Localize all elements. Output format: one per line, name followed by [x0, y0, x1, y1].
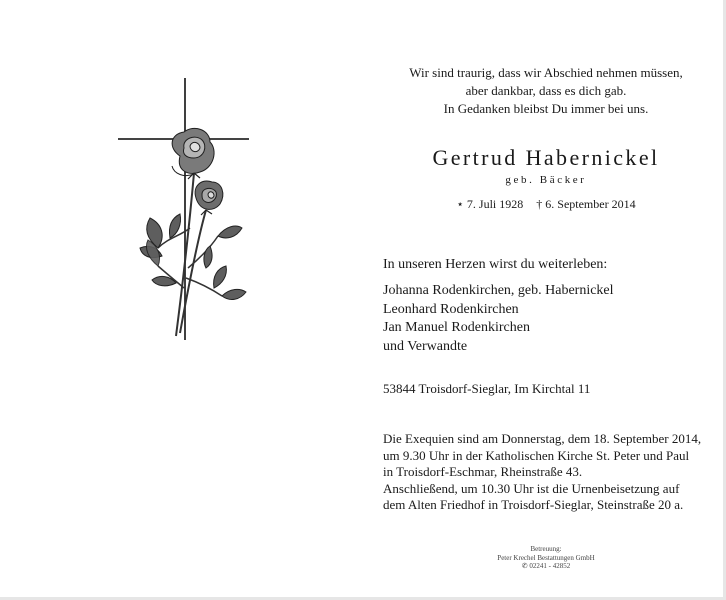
undertaker-info — [372, 545, 720, 571]
undertaker-phone: ✆ 02241 - 42852 — [521, 562, 571, 570]
service-line: Die Exequien sind am Donnerstag, dem 18. September 2014, — [383, 431, 702, 446]
remembrance-line: In unseren Herzen wirst du weiterleben: — [383, 257, 608, 272]
undertaker-name: Peter Krechel Bestattungen GmbH — [497, 553, 595, 562]
mourner-name: Jan Manuel Rodenkirchen — [383, 320, 530, 335]
undertaker-label: Betreuung: — [530, 545, 562, 553]
maiden-name: geb. Bäcker — [505, 174, 587, 186]
mourner-name: Leonhard Rodenkirchen — [383, 301, 519, 317]
life-dates — [372, 197, 720, 212]
family-address: 53844 Troisdorf-Sieglar, Im Kirchtal 11 — [383, 381, 591, 396]
death-date: † 6. September 2014 — [536, 197, 636, 211]
service-line: um 9.30 Uhr in der Katholischen Kirche St. Peter und Paul — [383, 447, 690, 463]
motto-line: In Gedanken bleibst Du immer bei uns. — [443, 101, 649, 116]
motto-line: Wir sind traurig, dass wir Abschied nehmen müssen, — [409, 65, 683, 80]
deceased-name: Gertrud Habernickel — [432, 145, 660, 170]
birth-date: ⋆ 7. Juli 1928 — [456, 197, 524, 211]
motto — [372, 64, 720, 118]
service-line: in Troisdorf-Eschmar, Rheinstraße 43. — [383, 464, 583, 479]
mourner-name: Johanna Rodenkirchen, geb. Habernickel — [383, 283, 614, 298]
mourners-list — [383, 282, 614, 356]
cross-with-rose-icon — [110, 78, 260, 340]
service-line: Anschließend, um 10.30 Uhr ist die Urnenbeisetzung auf — [383, 480, 680, 496]
service-line: dem Alten Friedhof in Troisdorf-Sieglar, Steinstraße 20 a. — [383, 497, 684, 512]
mourner-name: und Verwandte — [383, 338, 468, 354]
service-details — [383, 431, 701, 514]
motto-line: aber dankbar, dass es dich gab. — [465, 83, 627, 98]
